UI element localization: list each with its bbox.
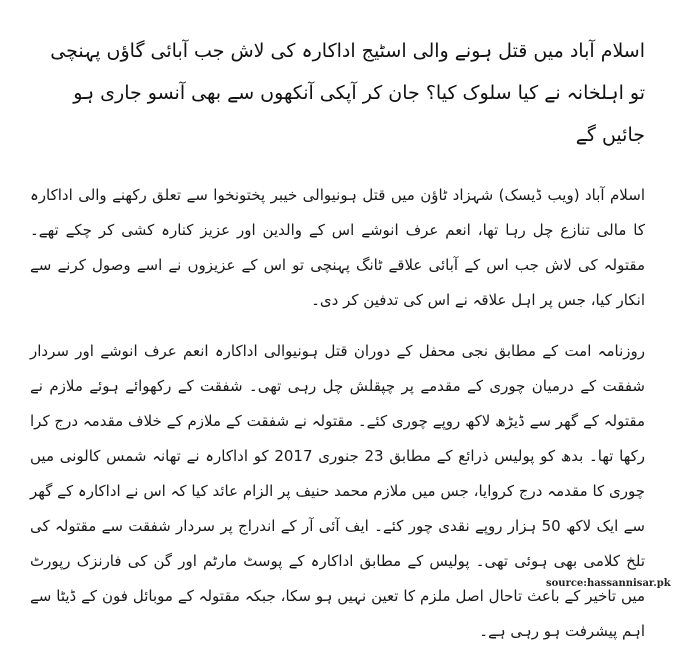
- article-headline: اسلام آباد میں قتل ہونے والی اسٹیج اداکارہ کی لاش جب آبائی گاؤں پہنچی تو اہلخانہ نے کیا سلوک کیا؟ جان کر آپکی آنکھوں سے بھی آنسو جاری ہو جائیں گے: [50, 40, 645, 146]
- article-paragraph-2: روزنامہ امت کے مطابق نجی محفل کے دوران قتل ہونیوالی اداکارہ انعم عرف انوشے اور سردار شفقت کے درمیان چوری کے مقدمے پر چپقلش چل رہی تھی۔ شفقت کے رکھوائے ہوئے ملازم نے مقتولہ کے گھر سے ڈیڑھ لاکھ روپے چوری کئے۔ مقتولہ نے شفقت کے ملازم کے خلاف مقدمہ درج کرا رکھا تھا۔ بدھ کو پولیس ذرائع کے مطابق 23 جنوری 2017 کو اداکارہ نے تھانہ شمس کالونی میں چوری کا مقدمہ درج کروایا، جس میں ملازم محمد حنیف پر الزام عائد کیا کہ اس نے اداکارہ کے گھر سے ایک لاکھ 50 ہزار روپے نقدی چور کئے۔ ایف آئی آر کے اندراج پر سردار شفقت سے مقتولہ کی تلخ کلامی بھی ہوئی تھی۔ پولیس کے مطابق اداکارہ کے پوسٹ مارٹم اور گن کی فارنزک رپورٹ میں تاخیر کے باعث تاحال اصل ملزم کا تعین نہیں ہو سکا، جبکہ مقتولہ کے موبائل فون کے ڈیٹا سے اہم پیشرفت ہو رہی ہے۔: [30, 342, 645, 640]
- source-credit: source:hassannisar.pk: [546, 578, 671, 589]
- article-paragraph-1: اسلام آباد (ویب ڈیسک) شہزاد ٹاؤن میں قتل ہونیوالی خیبر پختونخوا سے تعلق رکھنے والی اداکارہ کا مالی تنازع چل رہا تھا، انعم عرف انوشے اس کے والدین اور عزیز کنارہ کشی کر چکے تھے۔ مقتولہ کی لاش جب اس کے آبائی علاقے ٹانگ پہنچی تو اس کے عزیزوں نے اسے وصول کرنے سے انکار کیا، جس پر اہل علاقہ نے اس کی تدفین کر دی۔: [30, 186, 645, 309]
